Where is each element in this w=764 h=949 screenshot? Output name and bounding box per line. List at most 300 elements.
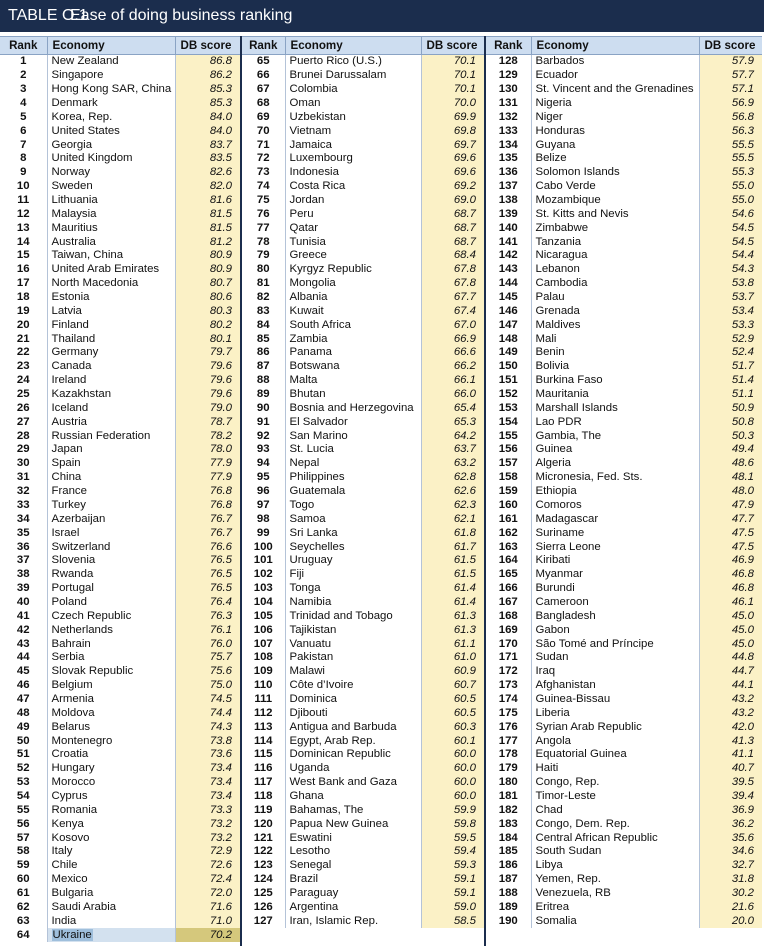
economy-name: Italy	[51, 845, 73, 858]
economy-name: China	[51, 471, 82, 484]
score-cell: 76.5	[175, 582, 240, 596]
economy-cell	[285, 873, 421, 887]
table-row	[242, 831, 484, 845]
economy-name: Trinidad and Tobago	[289, 609, 393, 622]
economy-cell	[531, 263, 699, 277]
economy-cell	[531, 900, 699, 914]
economy-cell	[47, 540, 175, 554]
table-row	[242, 374, 484, 388]
table-row	[242, 609, 484, 623]
rank-cell: 189	[498, 900, 518, 913]
score-cell: 83.7	[175, 138, 240, 152]
table-row	[486, 83, 762, 97]
economy-name: Marshall Islands	[535, 401, 618, 414]
economy-name: Benin	[535, 346, 565, 359]
table-row	[242, 637, 484, 651]
score-cell: 69.0	[421, 194, 484, 208]
economy-cell	[285, 679, 421, 693]
rank-cell: 26	[16, 401, 30, 414]
score-cell: 74.3	[175, 720, 240, 734]
table-title-bar	[0, 0, 764, 32]
economy-cell	[531, 194, 699, 208]
rank-cell: 99	[256, 526, 270, 539]
economy-cell	[47, 887, 175, 901]
score-header: DB score	[699, 37, 762, 55]
rank-cell: 188	[498, 886, 518, 899]
table-row	[242, 720, 484, 734]
economy-cell	[285, 457, 421, 471]
economy-name: Kosovo	[51, 831, 90, 844]
rank-cell: 151	[498, 374, 518, 387]
rank-cell: 38	[16, 568, 30, 581]
economy-name: Colombia	[289, 83, 338, 96]
economy-cell	[285, 485, 421, 499]
economy-cell	[47, 97, 175, 111]
economy-name: St. Vincent and the Grenadines	[535, 83, 694, 96]
rank-cell: 9	[20, 166, 27, 179]
economy-name: Austria	[51, 415, 87, 428]
score-cell: 47.5	[699, 526, 762, 540]
economy-name: Congo, Rep.	[535, 776, 600, 789]
rank-cell: 15	[16, 249, 30, 262]
table-row	[486, 152, 762, 166]
economy-cell	[531, 443, 699, 457]
score-cell: 80.9	[175, 249, 240, 263]
economy-name: Iceland	[51, 401, 89, 414]
economy-cell	[47, 526, 175, 540]
table-row	[486, 900, 762, 914]
rank-cell: 117	[254, 776, 273, 789]
economy-name: Madagascar	[535, 512, 599, 525]
table-row	[486, 803, 762, 817]
table-row	[242, 485, 484, 499]
table-row	[0, 166, 240, 180]
score-cell: 61.0	[421, 651, 484, 665]
table-row	[0, 221, 240, 235]
score-cell: 60.0	[421, 762, 484, 776]
economy-cell	[531, 554, 699, 568]
table-row	[486, 194, 762, 208]
rank-cell: 37	[16, 554, 30, 567]
rank-cell: 46	[16, 679, 30, 692]
economy-cell	[531, 776, 699, 790]
economy-cell	[285, 762, 421, 776]
score-cell: 69.6	[421, 152, 484, 166]
economy-cell	[531, 388, 699, 402]
score-cell: 85.3	[175, 97, 240, 111]
rank-cell: 32	[16, 485, 30, 498]
table-row	[486, 817, 762, 831]
economy-name: Syrian Arab Republic	[535, 720, 642, 733]
score-header: DB score	[175, 37, 240, 55]
score-cell: 69.7	[421, 138, 484, 152]
economy-cell	[531, 55, 699, 69]
table-title: Ease of doing business ranking	[70, 7, 293, 24]
score-cell: 70.1	[421, 55, 484, 69]
economy-cell	[531, 138, 699, 152]
score-cell: 81.5	[175, 207, 240, 221]
economy-cell	[47, 180, 175, 194]
rank-cell: 87	[256, 360, 270, 373]
rank-cell: 7	[20, 138, 27, 151]
economy-cell	[285, 263, 421, 277]
score-cell: 75.7	[175, 651, 240, 665]
table-row	[0, 401, 240, 415]
table-row	[486, 790, 762, 804]
score-cell: 48.1	[699, 471, 762, 485]
rank-cell: 108	[253, 651, 273, 664]
rank-cell: 59	[16, 859, 30, 872]
economy-cell	[285, 235, 421, 249]
table-row	[0, 138, 240, 152]
economy-name: Tanzania	[535, 235, 582, 248]
rank-cell: 162	[498, 526, 518, 539]
score-cell: 57.7	[699, 69, 762, 83]
economy-cell	[531, 748, 699, 762]
economy-name: Papua New Guinea	[289, 817, 389, 830]
score-cell: 53.3	[699, 318, 762, 332]
economy-cell	[47, 318, 175, 332]
economy-name: Australia	[51, 235, 96, 248]
economy-name: Burkina Faso	[535, 374, 603, 387]
economy-name: Yemen, Rep.	[535, 873, 601, 886]
table-row	[0, 124, 240, 138]
score-cell: 64.2	[421, 429, 484, 443]
economy-name: Vietnam	[289, 124, 332, 137]
economy-name: Zimbabwe	[535, 221, 589, 234]
rank-cell: 28	[16, 429, 30, 442]
table-row	[242, 540, 484, 554]
economy-name: Albania	[289, 291, 328, 304]
rank-cell: 180	[498, 776, 518, 789]
rank-cell: 110	[254, 679, 273, 692]
score-cell: 61.3	[421, 623, 484, 637]
economy-name: Kuwait	[289, 304, 324, 317]
rank-cell: 41	[16, 609, 30, 622]
economy-cell	[531, 817, 699, 831]
table-row	[0, 554, 240, 568]
economy-name: Taiwan, China	[51, 249, 124, 262]
economy-name: Malawi	[289, 665, 325, 678]
table-row	[486, 914, 762, 928]
table-row	[486, 332, 762, 346]
economy-cell	[531, 762, 699, 776]
economy-name: Ireland	[51, 374, 87, 387]
economy-name: Guinea	[535, 443, 573, 456]
economy-name: Micronesia, Fed. Sts.	[535, 471, 643, 484]
score-cell: 82.6	[175, 166, 240, 180]
table-row	[0, 97, 240, 111]
score-cell: 60.0	[421, 790, 484, 804]
rank-cell: 57	[16, 831, 30, 844]
economy-cell	[531, 790, 699, 804]
economy-name: Mozambique	[535, 194, 601, 207]
score-cell: 66.1	[421, 374, 484, 388]
score-cell: 60.7	[421, 679, 484, 693]
rank-cell: 160	[498, 498, 518, 511]
economy-cell	[531, 249, 699, 263]
economy-cell	[285, 360, 421, 374]
economy-name: Zambia	[289, 332, 328, 345]
score-cell: 41.3	[699, 734, 762, 748]
table-row	[486, 138, 762, 152]
rank-cell: 126	[253, 900, 273, 913]
economy-name: Spain	[51, 457, 81, 470]
economy-cell	[47, 360, 175, 374]
economy-cell	[47, 263, 175, 277]
score-cell: 76.5	[175, 554, 240, 568]
economy-name: Nigeria	[535, 97, 572, 109]
table-row	[486, 693, 762, 707]
economy-cell	[531, 69, 699, 83]
economy-name: Cambodia	[535, 277, 588, 290]
economy-name: Afghanistan	[535, 679, 596, 692]
economy-cell	[531, 859, 699, 873]
economy-cell	[47, 485, 175, 499]
economy-name: Germany	[51, 346, 99, 359]
economy-cell	[285, 374, 421, 388]
table-row	[486, 166, 762, 180]
score-cell: 49.4	[699, 443, 762, 457]
rank-cell: 13	[16, 221, 30, 234]
table-row	[0, 748, 240, 762]
rank-cell: 131	[498, 97, 518, 109]
economy-cell	[285, 554, 421, 568]
score-cell: 60.0	[421, 776, 484, 790]
economy-cell	[531, 277, 699, 291]
score-cell: 62.8	[421, 471, 484, 485]
table-row	[486, 457, 762, 471]
economy-name: Armenia	[51, 692, 94, 705]
rank-cell: 31	[16, 471, 30, 484]
score-cell: 46.8	[699, 582, 762, 596]
table-row	[242, 596, 484, 610]
table-row	[486, 443, 762, 457]
economy-name: Uzbekistan	[289, 110, 346, 123]
score-cell: 78.7	[175, 415, 240, 429]
rank-cell: 136	[498, 166, 518, 179]
table-row	[0, 776, 240, 790]
rank-cell: 143	[498, 263, 518, 276]
table-row	[242, 512, 484, 526]
score-cell: 63.7	[421, 443, 484, 457]
economy-cell	[285, 720, 421, 734]
rank-header: Rank	[0, 37, 47, 55]
rank-cell: 184	[498, 831, 518, 844]
table-row	[0, 180, 240, 194]
economy-name: Turkey	[51, 498, 86, 511]
score-cell: 55.5	[699, 138, 762, 152]
rank-cell: 121	[253, 831, 273, 844]
score-cell: 76.6	[175, 540, 240, 554]
economy-cell	[47, 720, 175, 734]
economy-name: Thailand	[51, 332, 96, 345]
rank-cell: 119	[254, 803, 273, 816]
rank-cell: 30	[16, 457, 30, 470]
table-row	[486, 221, 762, 235]
table-row	[242, 900, 484, 914]
economy-name: Ethiopia	[535, 485, 577, 498]
economy-cell	[531, 873, 699, 887]
economy-cell	[285, 180, 421, 194]
table-row	[486, 249, 762, 263]
rank-cell: 25	[16, 388, 30, 401]
economy-name: Jordan	[289, 194, 325, 207]
rank-cell: 68	[256, 97, 270, 109]
table-row	[242, 914, 484, 928]
economy-name: Saudi Arabia	[51, 900, 117, 913]
table-row	[242, 623, 484, 637]
table-row	[242, 97, 484, 111]
economy-cell	[285, 776, 421, 790]
table-row	[242, 221, 484, 235]
economy-name: Estonia	[51, 291, 90, 304]
score-cell: 54.5	[699, 235, 762, 249]
economy-name: Equatorial Guinea	[535, 748, 627, 761]
score-cell: 67.8	[421, 263, 484, 277]
economy-cell	[47, 651, 175, 665]
economy-name: Barbados	[535, 55, 585, 68]
rank-cell: 103	[253, 582, 273, 595]
economy-cell	[531, 803, 699, 817]
table-row	[242, 443, 484, 457]
table-row	[242, 803, 484, 817]
rank-cell: 187	[498, 873, 518, 886]
score-cell: 52.4	[699, 346, 762, 360]
table-row	[486, 110, 762, 124]
score-cell: 60.3	[421, 720, 484, 734]
economy-name: Belgium	[51, 679, 93, 692]
rank-cell: 86	[256, 346, 270, 359]
economy-cell	[47, 388, 175, 402]
rank-cell: 111	[254, 692, 273, 705]
economy-name: Eswatini	[289, 831, 332, 844]
economy-cell	[47, 693, 175, 707]
economy-name: Namibia	[289, 595, 332, 608]
economy-name: Morocco	[51, 776, 96, 789]
rank-cell: 51	[16, 748, 30, 761]
rank-cell: 80	[256, 263, 270, 276]
rank-cell: 150	[498, 360, 518, 373]
rank-cell: 85	[256, 332, 270, 345]
economy-name: Gambia, The	[535, 429, 602, 442]
economy-name: Central African Republic	[535, 831, 658, 844]
economy-cell	[47, 443, 175, 457]
rank-cell: 56	[16, 817, 30, 830]
economy-name: Venezuela, RB	[535, 886, 611, 899]
rank-cell: 10	[16, 180, 30, 193]
rank-cell: 101	[253, 554, 273, 567]
economy-cell	[285, 734, 421, 748]
table-row	[0, 803, 240, 817]
table-row	[0, 651, 240, 665]
economy-name: Kyrgyz Republic	[289, 263, 372, 276]
table-row	[0, 720, 240, 734]
table-row	[0, 194, 240, 208]
rank-cell: 102	[253, 568, 273, 581]
rank-cell: 52	[16, 762, 30, 775]
economy-header: Economy	[47, 37, 175, 55]
economy-cell	[531, 318, 699, 332]
score-cell: 69.9	[421, 110, 484, 124]
economy-name: Sierra Leone	[535, 540, 601, 553]
table-row	[486, 401, 762, 415]
economy-cell	[531, 110, 699, 124]
economy-cell	[47, 762, 175, 776]
score-cell: 70.1	[421, 69, 484, 83]
economy-name: Montenegro	[51, 734, 113, 747]
economy-cell	[47, 512, 175, 526]
score-cell: 54.5	[699, 221, 762, 235]
rank-cell: 168	[498, 609, 518, 622]
score-cell: 61.5	[421, 568, 484, 582]
rank-cell: 96	[256, 485, 270, 498]
table-row	[0, 443, 240, 457]
economy-name: Kazakhstan	[51, 388, 112, 401]
economy-cell	[531, 207, 699, 221]
score-cell: 69.8	[421, 124, 484, 138]
economy-cell	[531, 526, 699, 540]
economy-name: Iraq	[535, 665, 556, 678]
economy-cell	[47, 277, 175, 291]
economy-name: Belize	[535, 152, 567, 165]
economy-name: Hong Kong SAR, China	[51, 83, 172, 96]
score-cell: 67.7	[421, 291, 484, 305]
rank-cell: 82	[256, 291, 270, 304]
economy-name: Kenya	[51, 817, 84, 830]
economy-name: United States	[51, 124, 120, 137]
table-row	[0, 734, 240, 748]
score-cell: 61.3	[421, 609, 484, 623]
economy-cell	[285, 471, 421, 485]
rank-cell: 128	[498, 55, 518, 68]
economy-name: Costa Rica	[289, 180, 346, 193]
table-row	[0, 887, 240, 901]
table-row	[486, 831, 762, 845]
economy-name: Argentina	[289, 900, 339, 913]
economy-cell	[47, 859, 175, 873]
economy-name: Finland	[51, 318, 89, 331]
table-row	[242, 194, 484, 208]
economy-cell	[285, 540, 421, 554]
rank-cell: 114	[254, 734, 273, 747]
rank-cell: 132	[498, 110, 518, 123]
economy-name: Uganda	[289, 762, 330, 775]
score-cell: 66.6	[421, 346, 484, 360]
score-cell: 78.2	[175, 429, 240, 443]
table-row	[486, 346, 762, 360]
rank-cell: 43	[16, 637, 30, 650]
economy-cell	[47, 596, 175, 610]
score-cell: 47.5	[699, 540, 762, 554]
economy-cell	[47, 152, 175, 166]
table-row	[486, 859, 762, 873]
table-row	[486, 263, 762, 277]
score-cell: 60.9	[421, 665, 484, 679]
table-row	[242, 457, 484, 471]
economy-name: Japan	[51, 443, 83, 456]
table-row	[486, 637, 762, 651]
score-cell: 31.8	[699, 873, 762, 887]
economy-cell	[47, 873, 175, 887]
rank-cell: 91	[256, 415, 270, 428]
table-row	[242, 748, 484, 762]
score-cell: 76.4	[175, 596, 240, 610]
economy-cell	[47, 207, 175, 221]
score-cell: 80.2	[175, 318, 240, 332]
economy-name: Slovenia	[51, 554, 96, 567]
economy-name: Congo, Dem. Rep.	[535, 817, 630, 830]
